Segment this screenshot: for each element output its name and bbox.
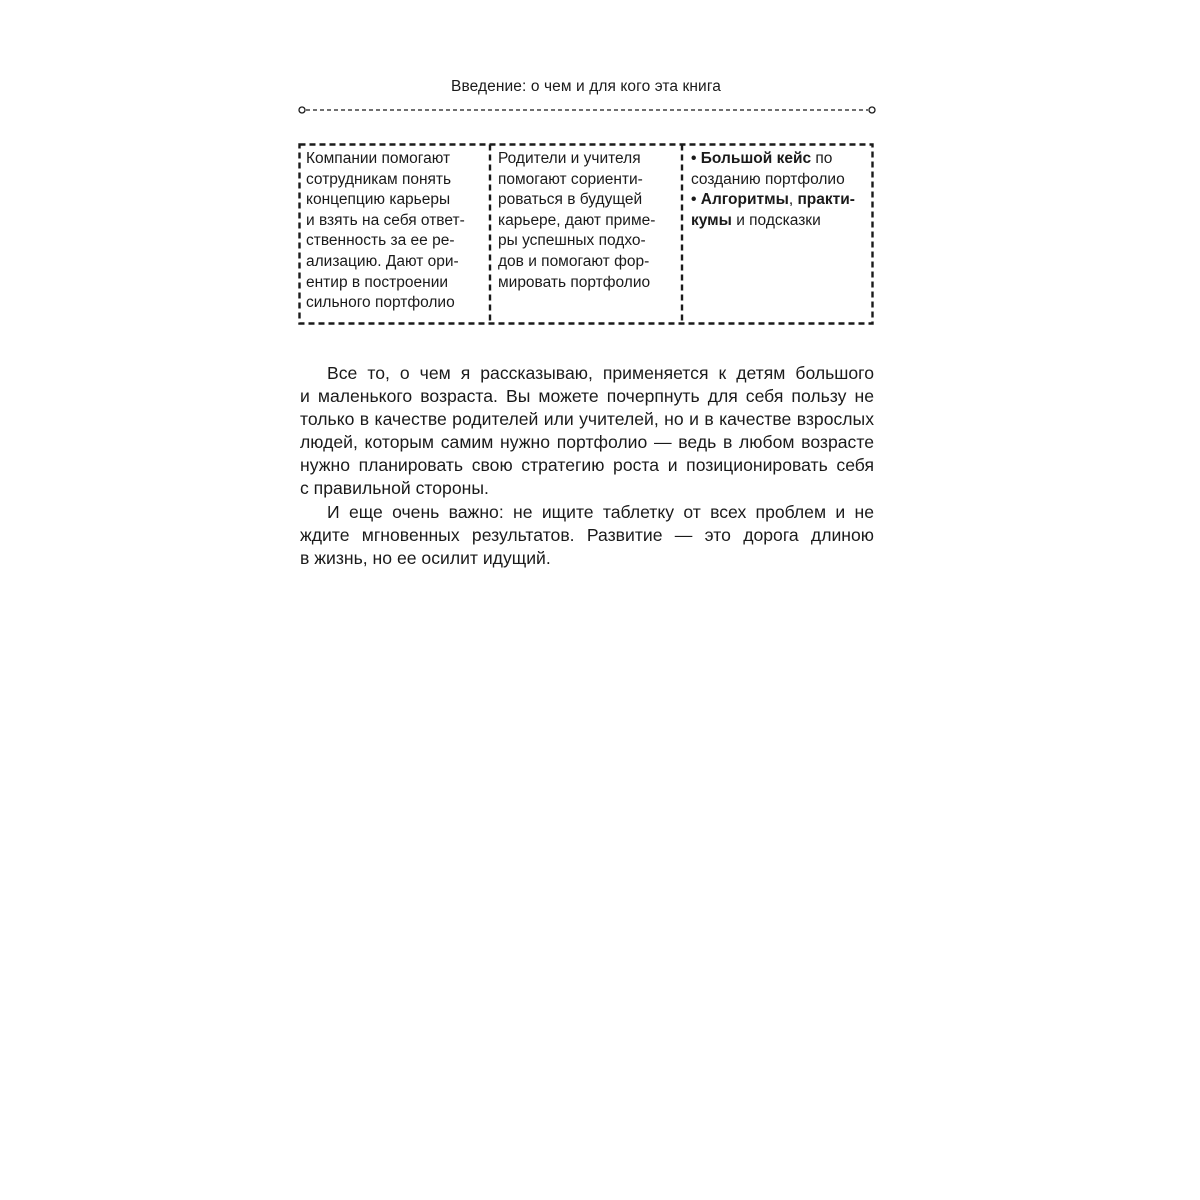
table-cell-parents-teachers (498, 149, 678, 293)
comparison-table (298, 143, 874, 325)
cell-line: роваться в будущей (498, 191, 643, 209)
bullet-text: , (788, 191, 794, 209)
cell-line: помогают сориенти- (498, 170, 643, 188)
bullet-item-case (691, 149, 871, 170)
cell-line: карьере, дают приме- (498, 211, 656, 229)
paragraph-line: ждите мгновенных результатов. Развитие — это дорога длиною (300, 524, 874, 545)
bullet-text: по (811, 150, 833, 167)
running-header: Введение: о чем и для кого эта книга (451, 78, 721, 95)
table-cell-companies (306, 149, 486, 314)
paragraph-line: нужно планировать свою стратегию роста и позиционировать себя (300, 455, 874, 476)
paragraph-line: с правильной стороны. (300, 478, 489, 499)
cell-line (691, 211, 871, 232)
bullet-glyph: • (691, 191, 697, 209)
paragraph-line: и маленького возраста. Вы можете почерпнуть для себя пользу не (300, 386, 874, 407)
cell-line: сильного портфолио (306, 294, 455, 312)
bullet-text: и подсказки (731, 211, 821, 229)
paragraph-line: в жизнь, но ее осилит идущий. (300, 547, 551, 568)
bold-term: практи- (797, 191, 855, 209)
cell-line: созданию портфолио (691, 170, 845, 188)
cell-line: мировать портфолио (498, 273, 651, 291)
paragraph-line: Все то, о чем я рассказываю, применяется к детям большого (327, 363, 874, 383)
bullet-item-algorithms (691, 190, 871, 211)
body-text (300, 362, 874, 570)
bullet-glyph: • (691, 150, 697, 167)
rule-right-end-circle (869, 107, 875, 113)
cell-line: дов и помогают фор- (498, 252, 650, 270)
cell-line: ентир в построении (306, 273, 449, 291)
cell-line: ственность за ее ре- (306, 232, 455, 250)
header-rule (298, 104, 876, 116)
cell-line: Компании помогают (306, 150, 451, 167)
rule-left-end-circle (299, 107, 305, 113)
paragraph-line: только в качестве родителей или учителей, но и в качестве взрослых (300, 409, 874, 430)
cell-line: и взять на себя ответ- (306, 211, 465, 229)
cell-line: сотрудникам понять (306, 170, 452, 188)
bold-term: Алгоритмы (700, 191, 789, 209)
bold-term: кумы (691, 211, 732, 229)
cell-line: ализацию. Дают ори- (306, 252, 459, 270)
table-cell-book-contents (691, 149, 871, 231)
cell-line: Родители и учителя (498, 150, 641, 167)
cell-line: ры успешных подхо- (498, 232, 646, 250)
paragraph-line: людей, которым самим нужно портфолио — ведь в любом возрасте (300, 432, 874, 453)
paragraph-line: И еще очень важно: не ищите таблетку от всех проблем и не (327, 501, 874, 522)
cell-line: концепцию карьеры (306, 191, 451, 209)
bold-term: Большой кейс (700, 150, 812, 167)
